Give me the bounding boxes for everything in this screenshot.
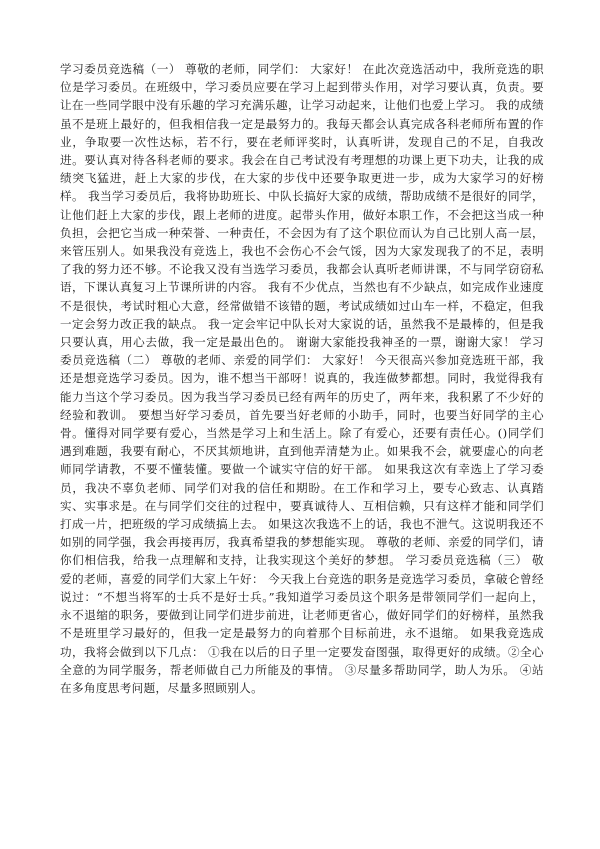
- essay-body-text: 学习委员竞选稿（一） 尊敬的老师，同学们： 大家好！ 在此次竞选活动中，我所竞选的职位是学习委员。在班级中，学习委员应要在学习上起到带头作用，对学习要认真，负责。要让在一些同学眼中没有乐趣的学习充满乐趣，让学习动起来，让他们也爱上学习。 我的成绩虽不是班上最好的，但我相信我一定是最努力的。我每天都会认真完成各科老师所布置的作业，争取要一次性达标，若不行，要在老师评奖时，认真听讲，发现自己的不足，自我改进。要认真对待各科老师的要求。我会在自己考试没有考理想的功课上更下功夫，让我的成绩突飞猛进，赶上大家的步伐，在大家的步伐中还要争取更进一步，成为大家学习的好榜样。 我当学习委员后，我将协助班长、中队长搞好大家的成绩，帮助成绩不是很好的同学，让他们赶上大家的步伐，跟上老师的进度。起带头作用，做好本职工作，不会把这当成一种负担，会把它当成一种荣誉、一种责任，不会因为有了这个职位而认为自己比别人高一层，来管压别人。如果我没有竞选上，我也不会伤心不会气馁，因为大家发现我了的不足，表明了我的努力还不够。不论我又没有当选学习委员，我都会认真听老师讲课，不与同学窃窃私语，下课认真复习上节课所讲的内容。 我有不少优点，当然也有不少缺点，如完成作业速度不是很快，考试时粗心大意，经常做错不该错的题，考试成绩如过山车一样，不稳定，但我一定会努力改正我的缺点。 我一定会牢记中队长对大家说的话，虽然我不是最棒的，但是我只要认真，用心去做，我一定是最出色的。 谢谢大家能投我神圣的一票，谢谢大家！ 学习委员竞选稿（二） 尊敬的老师、亲爱的同学们： 大家好！ 今天很高兴参加竞选班干部，我还是想竞选学习委员。因为，谁不想当干部呀！说真的，我连做梦都想。同时，我觉得我有能力当这个学习委员。因为我当学习委员已经有两年的历史了，两年来，我积累了不少好的经验和教训。 要想当好学习委员，首先要当好老师的小助手，同时，也要当好同学的主心骨。懂得对同学要有爱心，当然是学习上和生活上。除了有爱心，还要有责任心。()同学们遇到难题，我要有耐心，不厌其烦地讲，直到他弄清楚为止。如果我不会，就要虚心的向老师同学请教，不要不懂装懂。要做一个诚实守信的好干部。 如果我这次有幸选上了学习委员，我决不辜负老师、同学们对我的信任和期盼。在工作和学习上，要专心致志、认真踏实、实事求是。在与同学们交往的过程中，要真诚待人、互相信赖，只有这样才能和同学们打成一片，把班级的学习成绩搞上去。 如果这次我选不上的话，我也不泄气。这说明我还不如别的同学强，我会再接再厉，我真希望我的梦想能实现。 尊敬的老师、亲爱的同学们，请你们相信我，给我一点理解和支持，让我实现这个美好的梦想。 学习委员竞选稿（三） 敬爱的老师，喜爱的同学们大家上午好： 今天我上台竞选的职务是竞选学习委员，拿破仑曾经说过：“不想当将军的士兵不是好士兵。”我知道学习委员这个职务是带领同学们一起向上，永不退缩的职务，要做到让同学们进步前进，让老师更省心，做好同学们的好榜样，虽然我不是班里学习最好的，但我一定是最努力的向着那个目标前进，永不退缩。 如果我竞选成功，我将会做到以下几点： ①我在以后的日子里一定要发奋图强，取得更好的成绩。②全心全意的为同学服务，帮老师做自己力所能及的事情。 ③尽量多帮助同学，助人为乐。 ④站在多角度思考问题，尽量多照顾别人。: [60, 62, 544, 695]
- document-page: [60, 60, 544, 695]
